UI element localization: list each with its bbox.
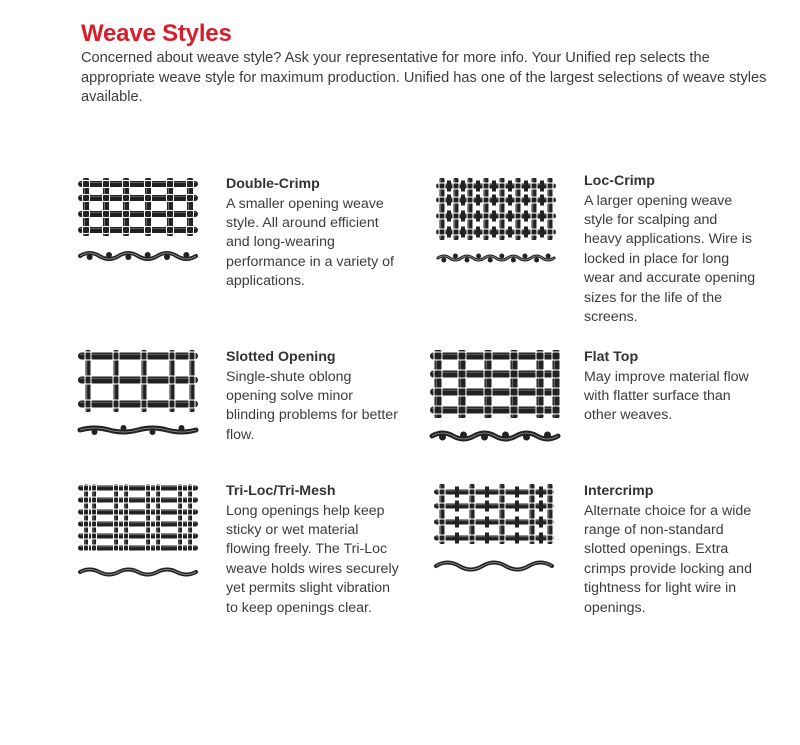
intro-paragraph: Concerned about weave style? Ask your representative for more info. Your Unified rep selects the appropriate weave style for maximum production. Unified has one of the largest selections of weave styles available.	[81, 50, 767, 105]
flat-top-weave-icon	[428, 348, 564, 446]
loc-crimp-weave-icon	[434, 176, 560, 268]
intercrimp-weave-icon	[432, 482, 558, 580]
weave-name: Tri-Loc/Tri-Mesh	[226, 483, 336, 499]
weave-description: Single-shute oblong opening solve minor blinding problems for better flow.	[226, 368, 398, 443]
weave-description: Long openings help keep sticky or wet material flowing freely. The Tri-Loc weave holds wires securely yet permits slight vibration to keep openings clear.	[226, 502, 399, 616]
weave-name: Flat Top	[584, 349, 639, 365]
page-title: Weave Styles	[81, 20, 232, 47]
weave-name: Loc-Crimp	[584, 173, 655, 189]
weave-description: May improve material flow with flatter surface than other weaves.	[584, 368, 749, 424]
weave-name: Double-Crimp	[226, 176, 320, 192]
slotted-opening-weave-icon	[76, 348, 202, 440]
weave-description: Alternate choice for a wide range of non-standard slotted openings. Extra crimps provide locking and tightness for light wire in openings.	[584, 502, 752, 616]
weave-name: Slotted Opening	[226, 349, 336, 365]
weave-description: A larger opening weave style for scalping and heavy applications. Wire is locked in place for long wear and accurate opening sizes for the life of the screens.	[584, 192, 756, 325]
double-crimp-weave-icon	[76, 176, 202, 268]
weave-description: A smaller opening weave style. All around efficient and long-wearing performance in a variety of applications.	[226, 195, 394, 290]
tri-loc-weave-icon	[76, 482, 202, 586]
weave-name: Intercrimp	[584, 483, 654, 499]
